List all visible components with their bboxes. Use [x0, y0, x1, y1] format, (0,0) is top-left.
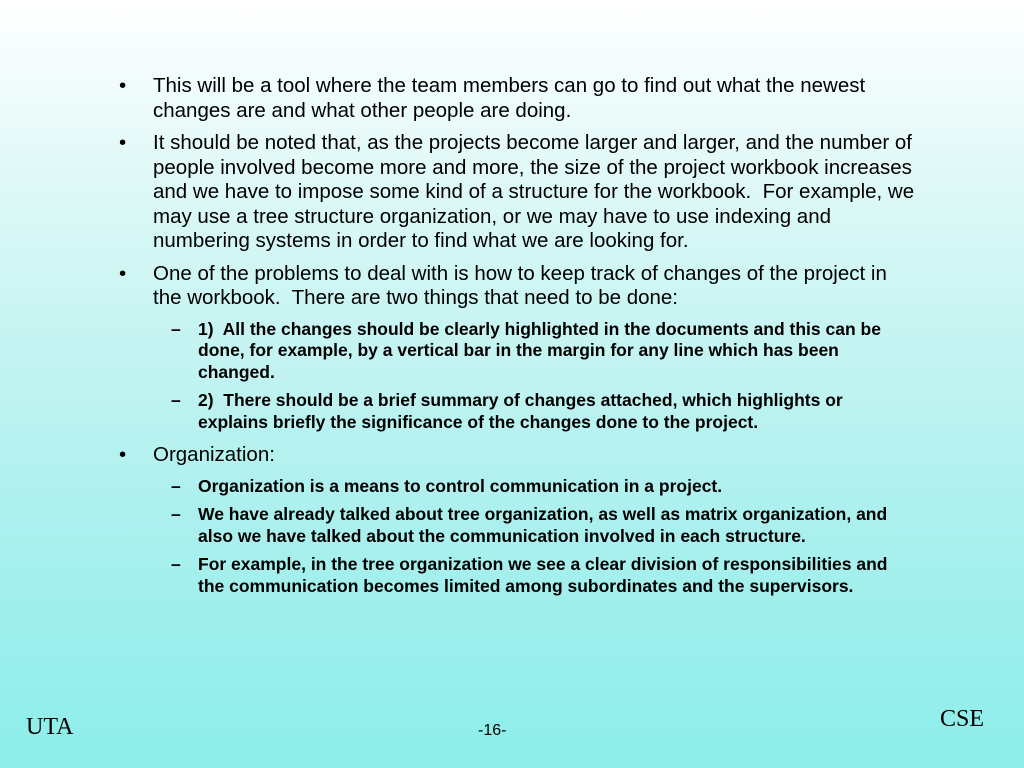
bullet-marker: • [119, 261, 127, 285]
bullet-text: It should be noted that, as the projects become larger and larger, and the number of people involved become more and more, the size of the project workbook increases and we have to impose some kind of a structure for the workbook. For example, we may use a tree structure organization, or we may have to use indexing and numbering systems in order to find what we are looking for. [153, 131, 920, 252]
bullet-text: Organization: [153, 443, 275, 466]
sub-text: 1) All the changes should be clearly highlighted in the documents and this can be done, for example, by a vertical bar in the margin for any line which has been changed. [198, 318, 886, 382]
bullet-text: This will be a tool where the team members can go to find out what the newest changes are and what other people are doing. [153, 74, 871, 122]
slide-body [117, 74, 920, 607]
sub-marker: – [171, 504, 181, 524]
sub-item [171, 319, 917, 384]
bullet-item [117, 74, 917, 123]
sub-item [171, 476, 917, 498]
sub-marker: – [171, 475, 181, 496]
sub-text: 2) There should be a brief summary of changes attached, which highlights or explains briefly the significance of the changes done to the project. [198, 390, 848, 432]
bullet-marker: • [119, 443, 127, 466]
sub-text: Organization is a means to control communication in a project. [198, 475, 723, 496]
bullet-item [117, 443, 917, 468]
sub-marker: – [171, 554, 181, 574]
bullet-marker: • [119, 131, 127, 154]
bullet-item [117, 131, 920, 254]
sub-item [171, 554, 917, 597]
page-number: -16- [478, 722, 507, 739]
sub-marker: – [171, 318, 181, 339]
footer-cse-label: CSE [940, 706, 985, 732]
sub-text: For example, in the tree organization we see a clear division of responsibilities and the communication becomes limited among subordinates and the supervisors. [198, 554, 893, 596]
sub-item [171, 504, 917, 547]
bullet-item [117, 262, 917, 311]
sub-marker: – [171, 390, 181, 410]
bullet-text: One of the problems to deal with is how to keep track of changes of the project in the workbook. There are two things that need to be done: [153, 261, 893, 309]
sub-list [171, 319, 917, 434]
bullet-marker: • [119, 74, 127, 97]
sub-item [171, 390, 917, 433]
sub-list [171, 476, 917, 598]
footer-uta-label: UTA [26, 714, 74, 740]
sub-text: We have already talked about tree organization, as well as matrix organization, and also we have talked about the communication involved in each structure. [198, 504, 893, 546]
